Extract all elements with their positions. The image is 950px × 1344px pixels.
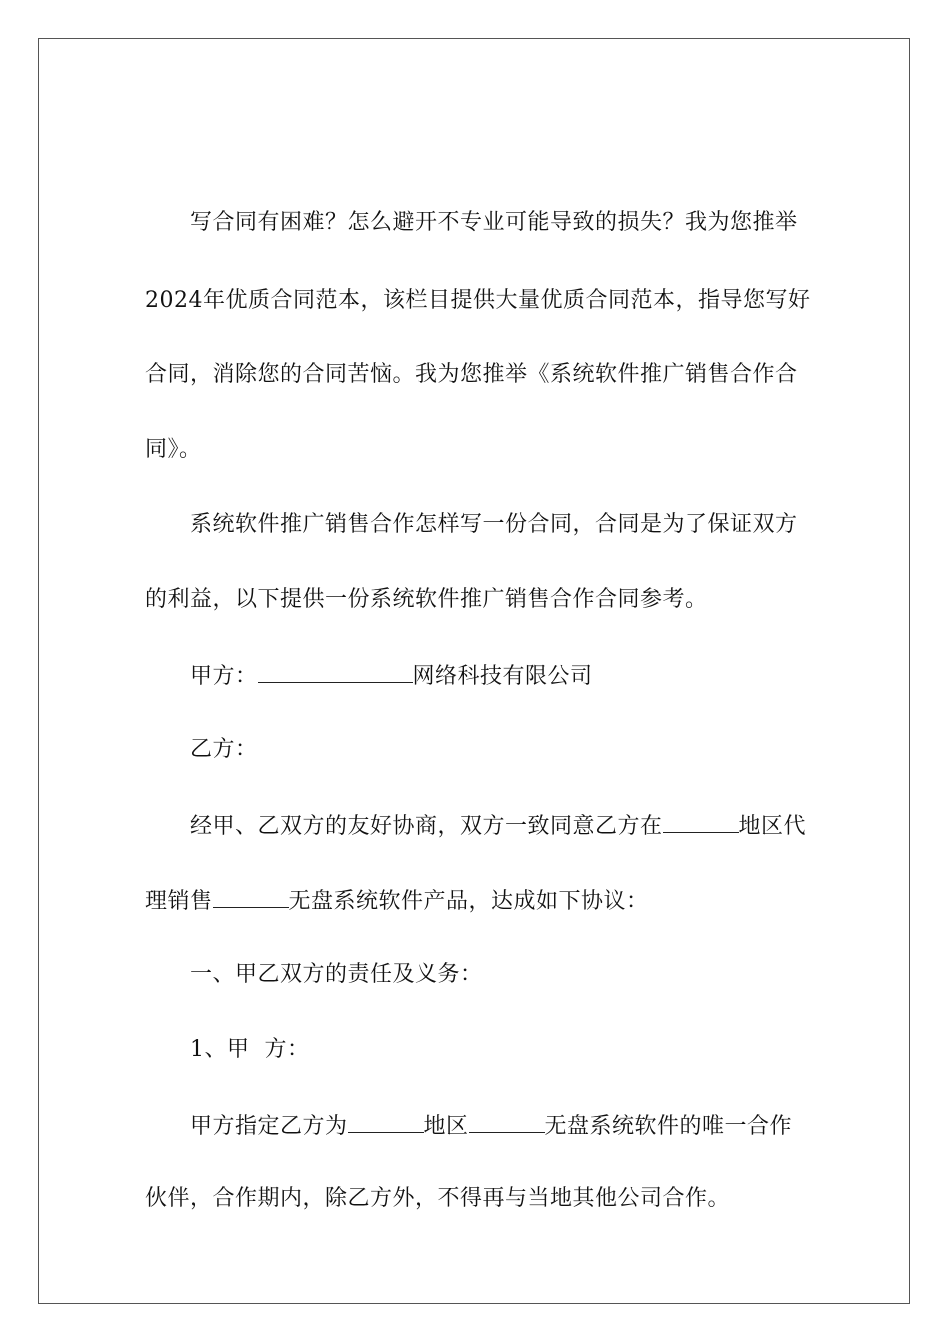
intro-line-1: 写合同有困难？怎么避开不专业可能导致的损失？我为您推举 xyxy=(190,210,798,235)
party-a-suffix: 网络科技有限公司 xyxy=(412,664,593,689)
agreement-line-2-prefix: 理销售 xyxy=(145,889,213,914)
region-blank xyxy=(663,810,739,833)
intro-line-3: 合同，消除您的合同苦恼。我为您推举《系统软件推广销售合作合 xyxy=(145,362,798,387)
clause-line-1-a: 甲方指定乙方为 xyxy=(190,1114,348,1139)
clause-line-1-c: 无盘系统软件的唯一合作 xyxy=(544,1114,793,1139)
party-a-label: 甲方： xyxy=(190,664,258,689)
intro-line-2: 2024年优质合同范本，该栏目提供大量优质合同范本，指导您写好 xyxy=(145,288,811,313)
agreement-line-2 xyxy=(145,885,649,917)
clause-line-1 xyxy=(190,1110,792,1142)
para2-line-2: 的利益，以下提供一份系统软件推广销售合作合同参考。 xyxy=(145,587,708,612)
section-1-heading: 一、甲乙双方的责任及义务： xyxy=(190,962,483,987)
para2-line-1: 系统软件推广销售合作怎样写一份合同，合同是为了保证双方 xyxy=(190,512,798,537)
agreement-line-1-suffix: 地区代 xyxy=(738,814,807,839)
clause-line-2: 伙伴，合作期内，除乙方外，不得再与当地其他公司合作。 xyxy=(145,1186,731,1211)
section-1-sub-1: 1、甲 方： xyxy=(190,1037,310,1062)
party-b-line xyxy=(190,735,258,765)
agreement-line-2-suffix: 无盘系统软件产品，达成如下协议： xyxy=(288,889,649,914)
clause-product-blank xyxy=(469,1110,545,1133)
agreement-line-1-prefix: 经甲、乙双方的友好协商，双方一致同意乙方在 xyxy=(190,814,663,839)
clause-line-1-b: 地区 xyxy=(423,1114,469,1139)
party-a-line xyxy=(190,660,593,692)
product-blank xyxy=(213,885,289,908)
party-b-label: 乙方： xyxy=(190,737,258,762)
party-a-blank xyxy=(258,660,413,683)
agreement-line-1 xyxy=(190,810,806,842)
clause-region-blank xyxy=(348,1110,424,1133)
intro-line-4: 同》。 xyxy=(145,437,202,462)
